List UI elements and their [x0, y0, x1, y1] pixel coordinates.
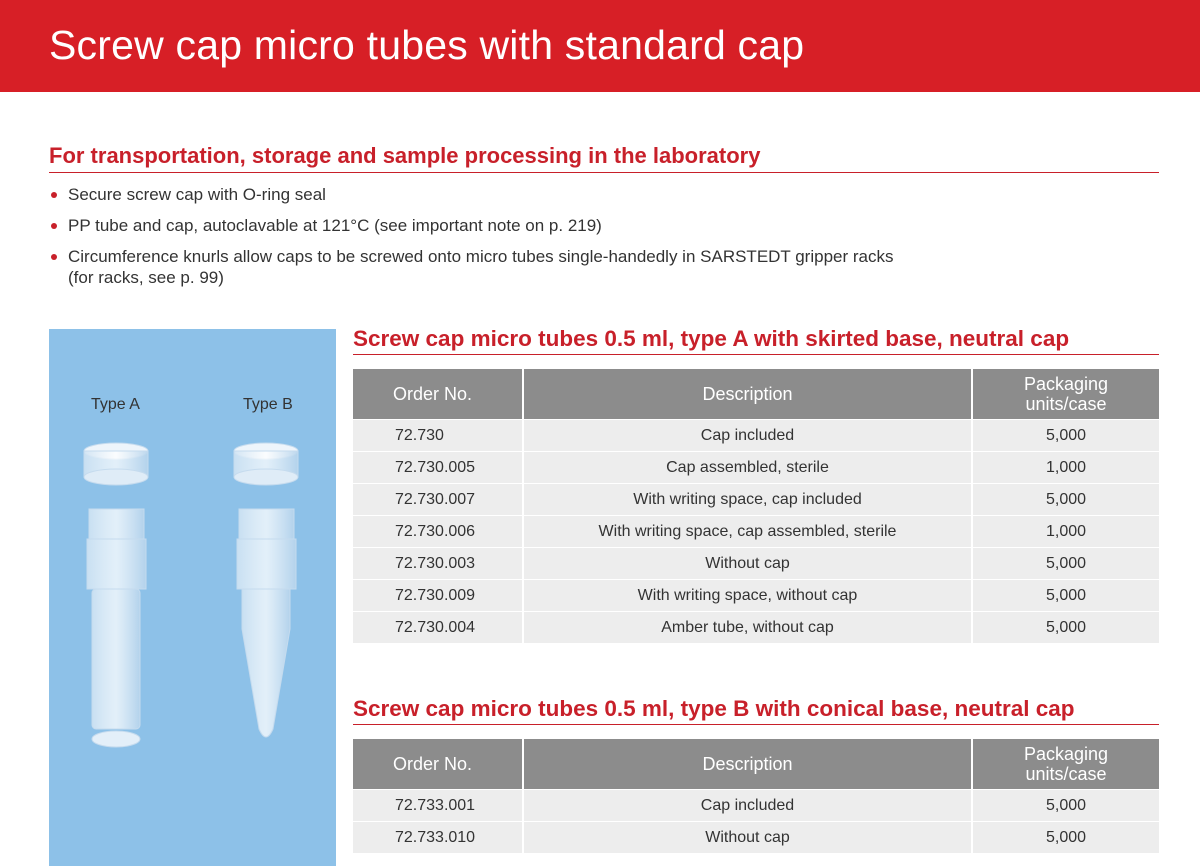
- feature-list: [49, 184, 1149, 298]
- order-no: 72.730.007: [353, 484, 523, 516]
- order-no: 72.730.009: [353, 580, 523, 612]
- col-packaging: Packaging units/case: [972, 369, 1159, 420]
- type-a-tube-icon: [87, 509, 146, 747]
- bullet-icon: [51, 254, 57, 260]
- units: 5,000: [972, 612, 1159, 644]
- table-row: [353, 516, 1159, 548]
- table-row: [353, 548, 1159, 580]
- order-no: 72.730.004: [353, 612, 523, 644]
- table-row: [353, 580, 1159, 612]
- table-row: [353, 420, 1159, 452]
- feature-text: PP tube and cap, autoclavable at 121°C (see important note on p. 219): [68, 216, 602, 235]
- col-order-no: Order No.: [353, 739, 523, 790]
- col-order-no: Order No.: [353, 369, 523, 420]
- bullet-icon: [51, 192, 57, 198]
- type-a-cap-icon: [84, 443, 148, 485]
- feature-item: [49, 215, 1149, 236]
- order-no: 72.733.010: [353, 822, 523, 854]
- bullet-icon: [51, 223, 57, 229]
- units: 1,000: [972, 452, 1159, 484]
- units: 5,000: [972, 790, 1159, 822]
- units: 1,000: [972, 516, 1159, 548]
- intro-subtitle: For transportation, storage and sample processing in the laboratory: [49, 143, 1159, 173]
- order-no: 72.730.006: [353, 516, 523, 548]
- description: With writing space, cap assembled, sterile: [523, 516, 972, 548]
- units: 5,000: [972, 822, 1159, 854]
- description: Cap included: [523, 420, 972, 452]
- table-row: [353, 790, 1159, 822]
- feature-item: [49, 184, 1149, 205]
- description: With writing space, without cap: [523, 580, 972, 612]
- order-no: 72.730.003: [353, 548, 523, 580]
- table-row: [353, 452, 1159, 484]
- table-header-row: [353, 369, 1159, 420]
- table-header-row: [353, 739, 1159, 790]
- col-description: Description: [523, 739, 972, 790]
- table-row: [353, 612, 1159, 644]
- feature-item: [49, 246, 1149, 267]
- feature-text: Secure screw cap with O-ring seal: [68, 185, 326, 204]
- table-row: [353, 484, 1159, 516]
- description: Cap included: [523, 790, 972, 822]
- col-description: Description: [523, 369, 972, 420]
- table-b: [353, 739, 1159, 853]
- type-b-cap-icon: [234, 443, 298, 485]
- table-a: [353, 369, 1159, 643]
- title-banner: [0, 0, 1200, 92]
- feature-text: (for racks, see p. 99): [68, 268, 224, 287]
- units: 5,000: [972, 548, 1159, 580]
- order-no: 72.733.001: [353, 790, 523, 822]
- order-no: 72.730: [353, 420, 523, 452]
- description: Without cap: [523, 822, 972, 854]
- type-b-label: Type B: [243, 396, 293, 413]
- order-no: 72.730.005: [353, 452, 523, 484]
- units: 5,000: [972, 484, 1159, 516]
- micro-tubes-illustration: [49, 329, 336, 866]
- page-title: Screw cap micro tubes with standard cap: [49, 22, 805, 68]
- description: With writing space, cap included: [523, 484, 972, 516]
- type-a-label: Type A: [91, 396, 140, 413]
- product-photo: [49, 329, 336, 866]
- col-packaging: Packaging units/case: [972, 739, 1159, 790]
- units: 5,000: [972, 420, 1159, 452]
- description: Cap assembled, sterile: [523, 452, 972, 484]
- feature-item-continuation: [49, 267, 1149, 288]
- feature-text: Circumference knurls allow caps to be screwed onto micro tubes single-handedly in SARSTEDT gripper racks: [68, 247, 894, 266]
- units: 5,000: [972, 580, 1159, 612]
- table-a-title: Screw cap micro tubes 0.5 ml, type A with skirted base, neutral cap: [353, 326, 1159, 355]
- type-b-tube-icon: [237, 509, 296, 737]
- table-row: [353, 822, 1159, 854]
- description: Without cap: [523, 548, 972, 580]
- description: Amber tube, without cap: [523, 612, 972, 644]
- table-b-title: Screw cap micro tubes 0.5 ml, type B with conical base, neutral cap: [353, 696, 1159, 725]
